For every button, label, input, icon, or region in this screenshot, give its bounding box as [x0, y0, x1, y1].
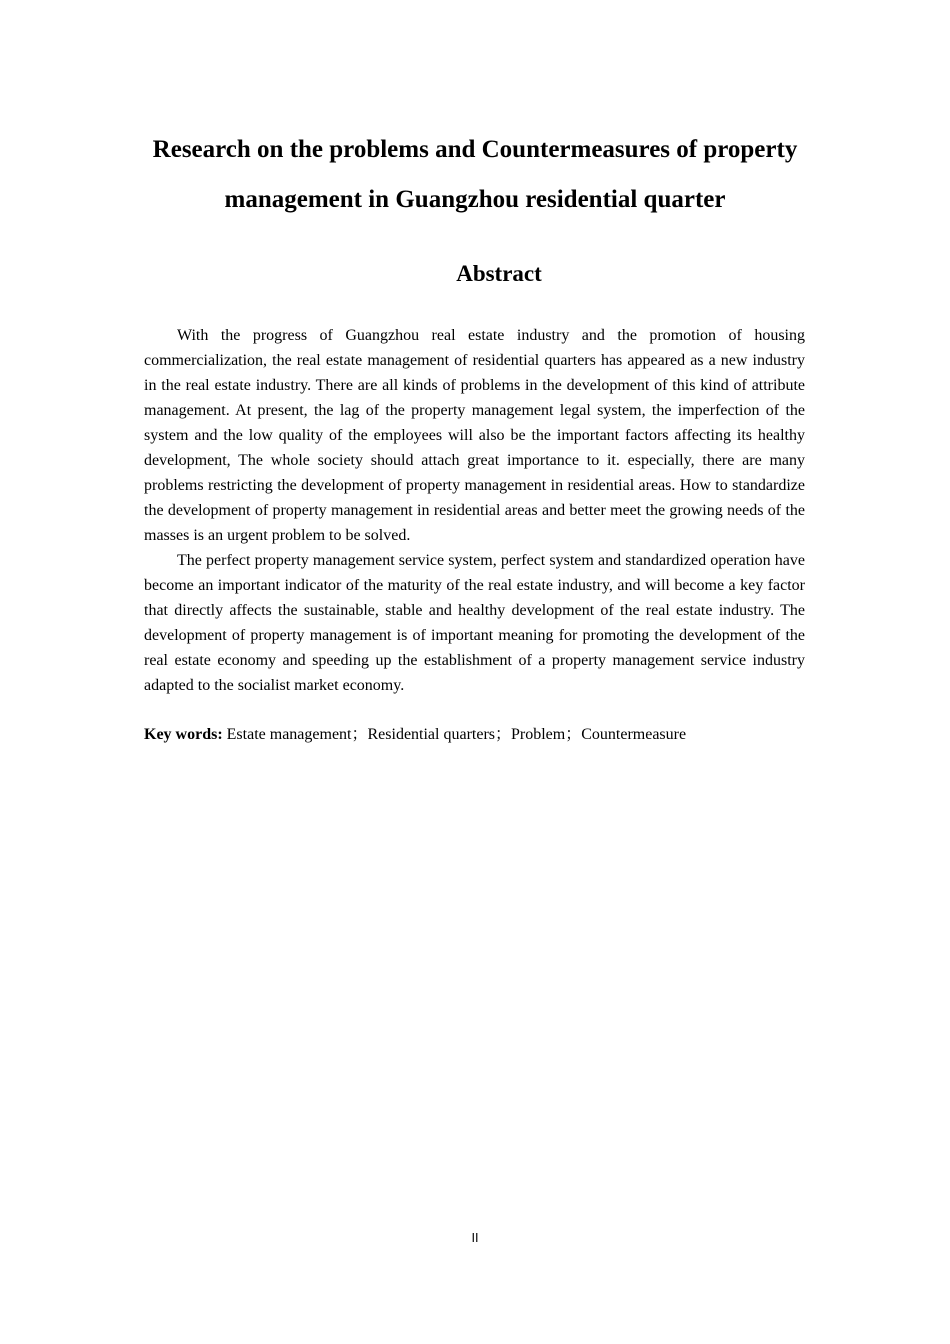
title-line-2: management in Guangzhou residential quarter	[224, 186, 726, 213]
abstract-heading: Abstract	[456, 261, 542, 286]
abstract-paragraph-1: With the progress of Guangzhou real estate industry and the promotion of housing commercialization, the real estate management of residential quarters has appeared as a new industry in the real estate industry. There are all kinds of problems in the development of this kind of attribute management. At present, the lag of the property management legal system, the imperfection of the system and the low quality of the employees will also be the important factors affecting its healthy development, The whole society should attach great importance to it. especially, there are many problems restricting the development of property management in residential areas. How to standardize the development of property management in residential areas and better meet the growing needs of the masses is an urgent problem to be solved.	[144, 327, 805, 544]
paper-title	[120, 125, 830, 225]
keywords-text: Estate management；Residential quarters；Problem；Countermeasure	[222, 726, 687, 743]
keywords-line	[144, 722, 805, 747]
abstract-paragraph-2: The perfect property management service system, perfect system and standardized operation have become an important indicator of the maturity of the real estate industry, and will become a key factor that directly affects the sustainable, stable and healthy development of the real estate industry. The development of property management is of important meaning for promoting the development of the real estate economy and speeding up the establishment of a property management service industry adapted to the socialist market economy.	[144, 552, 805, 694]
title-line-1: Research on the problems and Countermeasures of property	[152, 136, 798, 163]
keywords-label: Key words:	[144, 726, 223, 743]
abstract-body	[144, 323, 805, 698]
page-number: II	[471, 1231, 479, 1245]
